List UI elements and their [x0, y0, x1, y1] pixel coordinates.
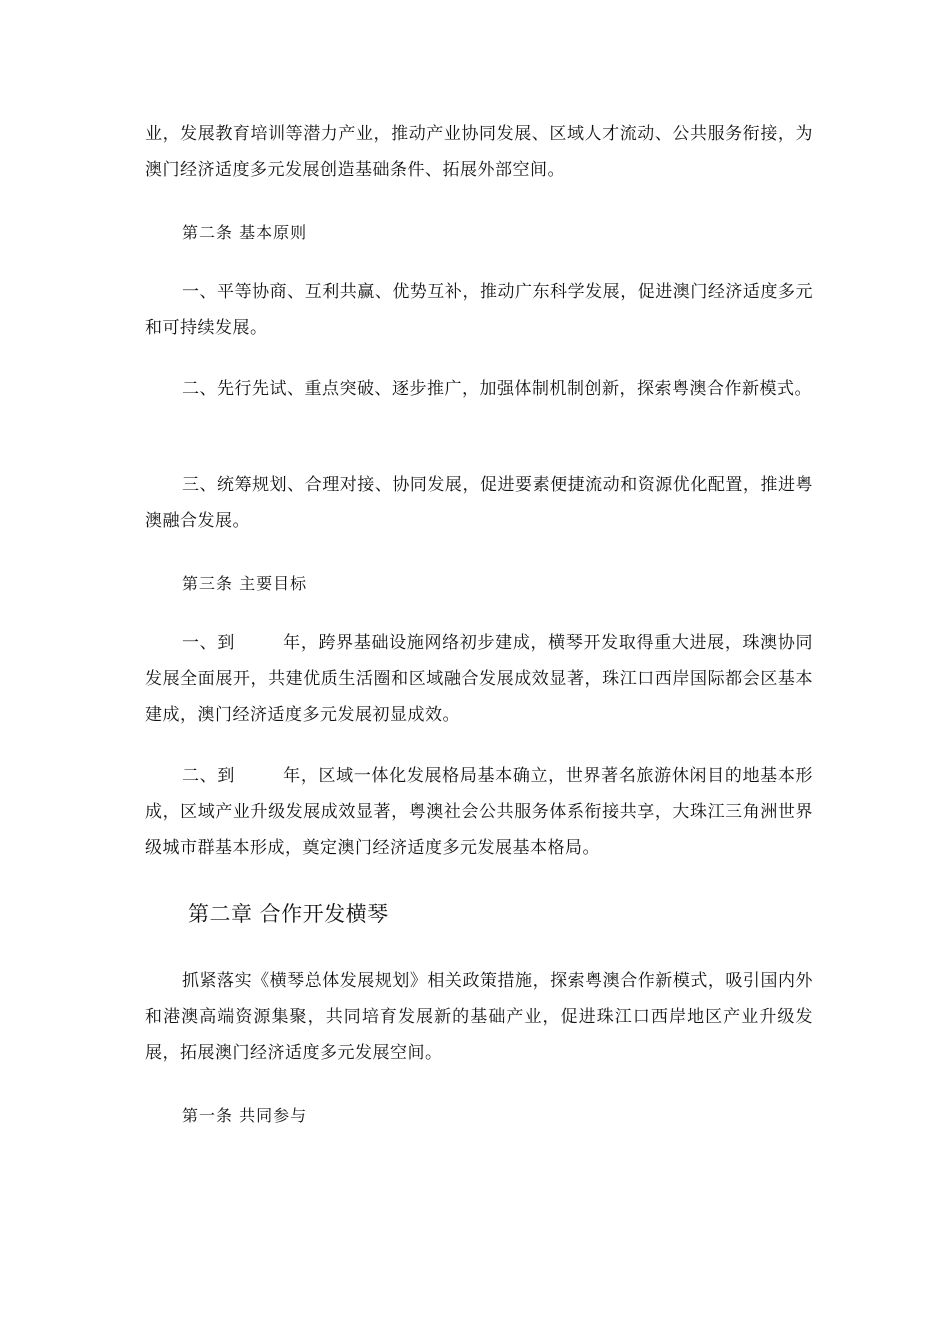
- intro-paragraph: 业，发展教育培训等潜力产业，推动产业协同发展、区域人才流动、公共服务衔接，为澳门经济适度多元发展创造基础条件、拓展外部空间。: [145, 124, 813, 180]
- goal-2: [145, 758, 813, 866]
- chapter-2-article-1-heading: 第一条 共同参与: [182, 1106, 308, 1125]
- article-3-heading: 第三条 主要目标: [182, 574, 308, 593]
- goal-1: [145, 625, 813, 733]
- chapter-2-title: 第二章 合作开发横琴: [188, 902, 389, 926]
- principle-2: 二、先行先试、重点突破、逐步推广，加强体制机制创新，探索粤澳合作新模式。: [182, 379, 812, 399]
- chapter-2-intro: 抓紧落实《横琴总体发展规划》相关政策措施，探索粤澳合作新模式，吸引国内外和港澳高端资源集聚，共同培育发展新的基础产业，促进珠江口西岸地区产业升级发展，拓展澳门经济适度多元发展空间。: [145, 971, 813, 1063]
- goal-2-text: 年，区域一体化发展格局基本确立，世界著名旅游休闲目的地基本形成，区域产业升级发展成效显著，粤澳社会公共服务体系衔接共享，大珠江三角洲世界级城市群基本形成，奠定澳门经济适度多元发展基本格局。: [145, 766, 813, 858]
- principle-1: 一、平等协商、互利共赢、优势互补，推动广东科学发展，促进澳门经济适度多元和可持续发展。: [145, 282, 813, 338]
- article-2-heading: 第二条 基本原则: [182, 223, 308, 242]
- goal-2-prefix: 二、到: [182, 766, 235, 786]
- principle-3: 三、统筹规划、合理对接、协同发展，促进要素便捷流动和资源优化配置，推进粤澳融合发展。: [145, 475, 813, 531]
- goal-1-prefix: 一、到: [182, 633, 235, 653]
- goal-1-text: 年，跨界基础设施网络初步建成，横琴开发取得重大进展，珠澳协同发展全面展开，共建优质生活圈和区域融合发展成效显著，珠江口西岸国际都会区基本建成，澳门经济适度多元发展初显成效。: [145, 633, 813, 725]
